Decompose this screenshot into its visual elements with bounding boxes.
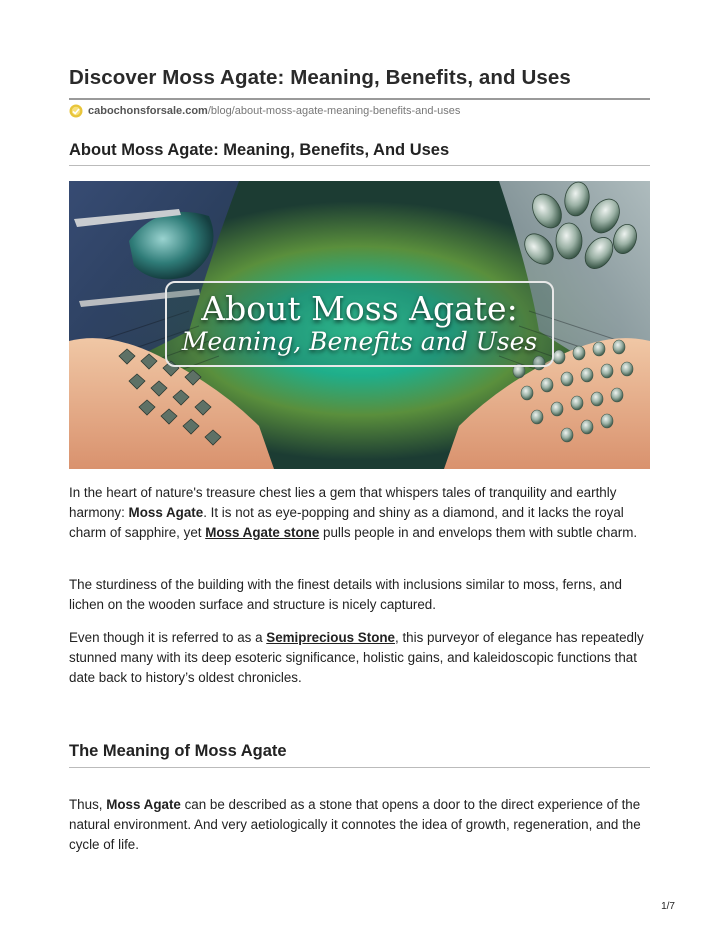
paragraph-sturdiness: The sturdiness of the building with the finest details with inclusions similar to moss, ferns, and lichen on the wooden surface and structure is nicely captured. (69, 577, 622, 612)
hero-title-line2: Meaning, Benefits and Uses (181, 327, 538, 356)
source-link[interactable] (88, 105, 460, 117)
source-domain[interactable]: cabochonsforsale.com (88, 105, 208, 117)
paragraph-intro: In the heart of nature's treasure chest lies a gem that whispers tales of tranquility and earthly harmony: Moss Agate. It is not as eye-popping and shiny as a diamond, and it lacks the royal charm of sapphire, yet Moss Agate stone pulls people in and envelops them with subtle charm. (69, 485, 638, 540)
hero-title-box (165, 281, 554, 367)
bold-moss-agate-2: Moss Agate (106, 797, 181, 812)
section-heading-about: About Moss Agate: Meaning, Benefits, And Uses (69, 141, 450, 159)
source-path[interactable]: /blog/about-moss-agate-meaning-benefits-and-uses (207, 105, 461, 117)
paragraph-meaning: Thus, Moss Agate can be described as a stone that opens a door to the direct experience of the natural environment. And very aetiologically it connotes the idea of growth, regeneration, and the cycle of life. (69, 797, 641, 852)
document-title: Discover Moss Agate: Meaning, Benefits, and Uses (69, 66, 571, 89)
page-number: 1/7 (661, 901, 675, 912)
link-moss-agate-stone[interactable]: Moss Agate stone (205, 525, 320, 540)
hero-image (69, 181, 650, 469)
site-logo-icon (69, 104, 83, 118)
link-semiprecious-stone[interactable]: Semiprecious Stone (266, 630, 396, 645)
section-divider-about (69, 165, 650, 166)
bold-moss-agate: Moss Agate (128, 505, 204, 520)
source-line (69, 104, 460, 118)
paragraph-semiprecious: Even though it is referred to as a Semiprecious Stone, this purveyor of elegance has repeatedly stunned many with its deep esoteric significance, holistic gains, and kaleidoscopic functions that date back to history’s oldest chronicles. (69, 630, 644, 685)
section-heading-meaning: The Meaning of Moss Agate (69, 742, 287, 760)
hero-title-line1: About Moss Agate: (201, 289, 518, 328)
title-divider (69, 98, 650, 100)
section-divider-meaning (69, 767, 650, 768)
